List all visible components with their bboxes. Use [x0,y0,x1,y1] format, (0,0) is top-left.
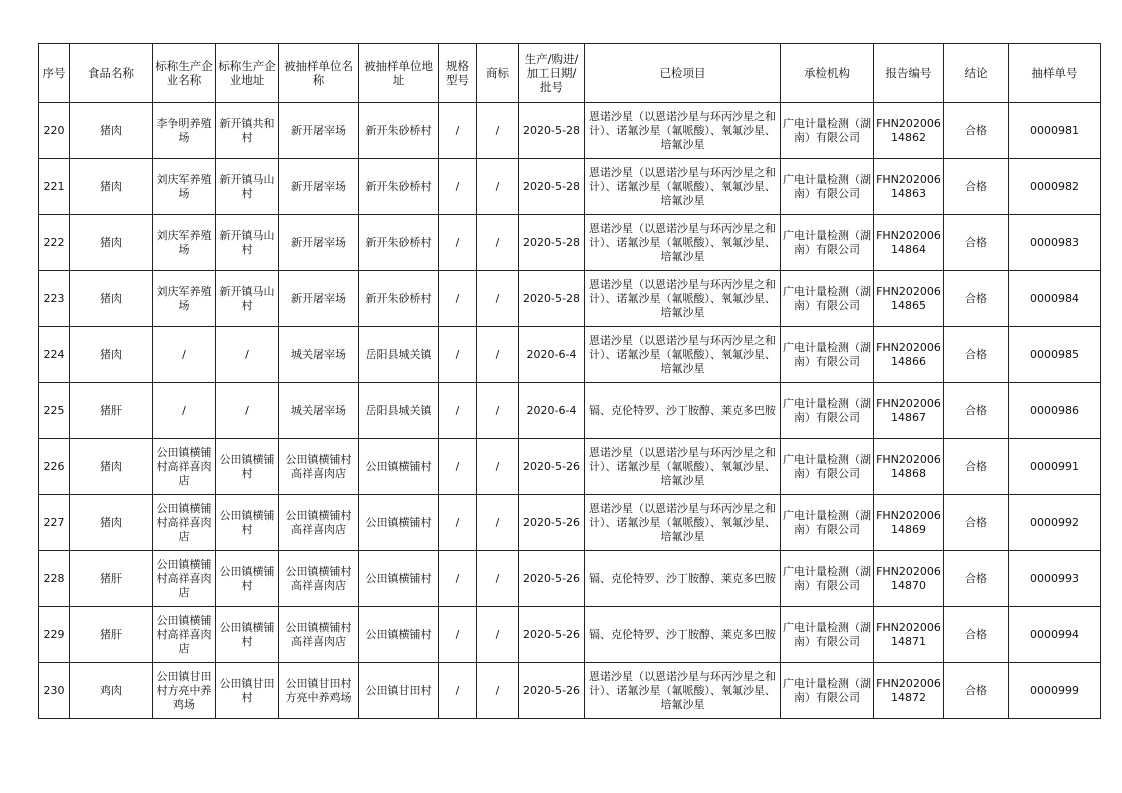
cell-sampled_addr: 公田镇横铺村 [359,607,439,663]
column-header-spec: 规格型号 [439,44,477,103]
cell-producer_addr: 公田镇甘田村 [216,663,279,719]
inspection-results-sheet [38,43,1100,719]
column-header-sample_no: 抽样单号 [1009,44,1101,103]
cell-brand: / [477,215,519,271]
cell-report_no: FHN20200614864 [874,215,944,271]
cell-sampled_addr: 公田镇横铺村 [359,439,439,495]
table-row [39,159,1101,215]
cell-date: 2020-6-4 [519,327,585,383]
table-row [39,383,1101,439]
cell-sampled_unit: 公田镇横铺村高祥喜肉店 [279,551,359,607]
cell-producer: / [153,383,216,439]
cell-producer: 公田镇横铺村高祥喜肉店 [153,607,216,663]
cell-sampled_unit: 公田镇横铺村高祥喜肉店 [279,495,359,551]
cell-brand: / [477,495,519,551]
cell-sample_no: 0000981 [1009,103,1101,159]
cell-spec: / [439,607,477,663]
cell-producer_addr: 新开镇马山村 [216,159,279,215]
column-header-producer: 标称生产企业名称 [153,44,216,103]
cell-food: 猪肉 [70,271,153,327]
cell-producer: 刘庆军养殖场 [153,271,216,327]
cell-sampled_addr: 岳阳县城关镇 [359,383,439,439]
cell-food: 猪肝 [70,383,153,439]
cell-lab: 广电计量检测（湖南）有限公司 [781,663,874,719]
cell-date: 2020-5-26 [519,607,585,663]
cell-date: 2020-5-26 [519,663,585,719]
cell-report_no: FHN20200614863 [874,159,944,215]
cell-items: 镉、克伦特罗、沙丁胺醇、莱克多巴胺 [585,607,781,663]
inspection-results-table [38,43,1101,719]
column-header-food: 食品名称 [70,44,153,103]
cell-date: 2020-5-26 [519,439,585,495]
cell-producer: 公田镇横铺村高祥喜肉店 [153,495,216,551]
cell-brand: / [477,327,519,383]
cell-lab: 广电计量检测（湖南）有限公司 [781,103,874,159]
cell-brand: / [477,271,519,327]
cell-sample_no: 0000993 [1009,551,1101,607]
cell-sampled_addr: 公田镇甘田村 [359,663,439,719]
table-header-row [39,44,1101,103]
cell-sampled_addr: 公田镇横铺村 [359,495,439,551]
cell-result: 合格 [944,271,1009,327]
cell-date: 2020-5-28 [519,215,585,271]
cell-no: 230 [39,663,70,719]
cell-sampled_addr: 新开朱砂桥村 [359,215,439,271]
cell-producer_addr: 新开镇马山村 [216,215,279,271]
cell-spec: / [439,159,477,215]
cell-items: 恩诺沙星（以恩诺沙星与环丙沙星之和计）、诺氟沙星（氟哌酸）、氧氟沙星、培氟沙星 [585,103,781,159]
cell-producer: 刘庆军养殖场 [153,159,216,215]
column-header-items: 已检项目 [585,44,781,103]
cell-report_no: FHN20200614870 [874,551,944,607]
cell-sampled_unit: 新开屠宰场 [279,159,359,215]
cell-producer_addr: 公田镇横铺村 [216,439,279,495]
cell-sample_no: 0000986 [1009,383,1101,439]
cell-sample_no: 0000985 [1009,327,1101,383]
cell-food: 猪肉 [70,495,153,551]
cell-lab: 广电计量检测（湖南）有限公司 [781,327,874,383]
cell-food: 猪肉 [70,439,153,495]
cell-no: 228 [39,551,70,607]
cell-food: 猪肉 [70,103,153,159]
cell-sampled_unit: 公田镇甘田村方亮中养鸡场 [279,663,359,719]
cell-producer: 刘庆军养殖场 [153,215,216,271]
cell-brand: / [477,607,519,663]
cell-lab: 广电计量检测（湖南）有限公司 [781,159,874,215]
cell-food: 猪肝 [70,607,153,663]
column-header-sampled_unit: 被抽样单位名称 [279,44,359,103]
cell-producer: 公田镇甘田村方亮中养鸡场 [153,663,216,719]
cell-sampled_addr: 新开朱砂桥村 [359,103,439,159]
cell-producer: 公田镇横铺村高祥喜肉店 [153,439,216,495]
column-header-no: 序号 [39,44,70,103]
cell-report_no: FHN20200614867 [874,383,944,439]
cell-report_no: FHN20200614866 [874,327,944,383]
cell-lab: 广电计量检测（湖南）有限公司 [781,439,874,495]
column-header-brand: 商标 [477,44,519,103]
cell-sampled_addr: 新开朱砂桥村 [359,271,439,327]
cell-producer: 公田镇横铺村高祥喜肉店 [153,551,216,607]
cell-report_no: FHN20200614865 [874,271,944,327]
cell-brand: / [477,159,519,215]
cell-food: 猪肉 [70,327,153,383]
cell-report_no: FHN20200614872 [874,663,944,719]
cell-producer_addr: 新开镇马山村 [216,271,279,327]
cell-producer_addr: 公田镇横铺村 [216,607,279,663]
cell-items: 镉、克伦特罗、沙丁胺醇、莱克多巴胺 [585,551,781,607]
cell-result: 合格 [944,551,1009,607]
cell-food: 猪肉 [70,159,153,215]
cell-items: 镉、克伦特罗、沙丁胺醇、莱克多巴胺 [585,383,781,439]
cell-items: 恩诺沙星（以恩诺沙星与环丙沙星之和计）、诺氟沙星（氟哌酸）、氧氟沙星、培氟沙星 [585,215,781,271]
cell-brand: / [477,439,519,495]
column-header-report_no: 报告编号 [874,44,944,103]
table-row [39,663,1101,719]
cell-spec: / [439,327,477,383]
cell-sampled_unit: 公田镇横铺村高祥喜肉店 [279,439,359,495]
cell-food: 猪肝 [70,551,153,607]
cell-food: 鸡肉 [70,663,153,719]
cell-no: 222 [39,215,70,271]
cell-producer_addr: 公田镇横铺村 [216,551,279,607]
cell-spec: / [439,215,477,271]
cell-no: 229 [39,607,70,663]
cell-lab: 广电计量检测（湖南）有限公司 [781,215,874,271]
column-header-lab: 承检机构 [781,44,874,103]
table-row [39,607,1101,663]
cell-sample_no: 0000984 [1009,271,1101,327]
cell-sample_no: 0000983 [1009,215,1101,271]
cell-sampled_unit: 新开屠宰场 [279,103,359,159]
cell-spec: / [439,495,477,551]
cell-result: 合格 [944,495,1009,551]
cell-producer_addr: / [216,327,279,383]
cell-spec: / [439,383,477,439]
cell-sample_no: 0000991 [1009,439,1101,495]
cell-lab: 广电计量检测（湖南）有限公司 [781,271,874,327]
cell-date: 2020-5-28 [519,103,585,159]
cell-producer_addr: / [216,383,279,439]
cell-sampled_unit: 城关屠宰场 [279,383,359,439]
cell-brand: / [477,103,519,159]
cell-sampled_unit: 新开屠宰场 [279,271,359,327]
cell-date: 2020-6-4 [519,383,585,439]
cell-brand: / [477,551,519,607]
cell-lab: 广电计量检测（湖南）有限公司 [781,495,874,551]
cell-date: 2020-5-26 [519,551,585,607]
column-header-producer_addr: 标称生产企业地址 [216,44,279,103]
cell-no: 226 [39,439,70,495]
cell-items: 恩诺沙星（以恩诺沙星与环丙沙星之和计）、诺氟沙星（氟哌酸）、氧氟沙星、培氟沙星 [585,271,781,327]
table-row [39,439,1101,495]
column-header-sampled_addr: 被抽样单位地址 [359,44,439,103]
cell-no: 224 [39,327,70,383]
cell-result: 合格 [944,663,1009,719]
table-body [39,103,1101,719]
table-row [39,215,1101,271]
cell-spec: / [439,271,477,327]
cell-items: 恩诺沙星（以恩诺沙星与环丙沙星之和计）、诺氟沙星（氟哌酸）、氧氟沙星、培氟沙星 [585,327,781,383]
cell-lab: 广电计量检测（湖南）有限公司 [781,551,874,607]
cell-producer_addr: 公田镇横铺村 [216,495,279,551]
cell-result: 合格 [944,103,1009,159]
table-row [39,271,1101,327]
cell-sampled_unit: 公田镇横铺村高祥喜肉店 [279,607,359,663]
cell-date: 2020-5-28 [519,159,585,215]
cell-spec: / [439,663,477,719]
cell-sampled_addr: 新开朱砂桥村 [359,159,439,215]
cell-report_no: FHN20200614869 [874,495,944,551]
cell-sampled_unit: 城关屠宰场 [279,327,359,383]
cell-spec: / [439,103,477,159]
cell-lab: 广电计量检测（湖南）有限公司 [781,607,874,663]
cell-report_no: FHN20200614868 [874,439,944,495]
table-row [39,551,1101,607]
cell-result: 合格 [944,159,1009,215]
cell-report_no: FHN20200614862 [874,103,944,159]
cell-sampled_unit: 新开屠宰场 [279,215,359,271]
column-header-result: 结论 [944,44,1009,103]
cell-sample_no: 0000992 [1009,495,1101,551]
table-row [39,495,1101,551]
cell-brand: / [477,663,519,719]
cell-brand: / [477,383,519,439]
cell-items: 恩诺沙星（以恩诺沙星与环丙沙星之和计）、诺氟沙星（氟哌酸）、氧氟沙星、培氟沙星 [585,495,781,551]
cell-sampled_addr: 岳阳县城关镇 [359,327,439,383]
cell-report_no: FHN20200614871 [874,607,944,663]
cell-no: 220 [39,103,70,159]
cell-items: 恩诺沙星（以恩诺沙星与环丙沙星之和计）、诺氟沙星（氟哌酸）、氧氟沙星、培氟沙星 [585,439,781,495]
table-row [39,103,1101,159]
cell-no: 225 [39,383,70,439]
column-header-date: 生产/购进/加工日期/批号 [519,44,585,103]
cell-producer: 李争明养殖场 [153,103,216,159]
cell-result: 合格 [944,439,1009,495]
cell-result: 合格 [944,327,1009,383]
cell-items: 恩诺沙星（以恩诺沙星与环丙沙星之和计）、诺氟沙星（氟哌酸）、氧氟沙星、培氟沙星 [585,159,781,215]
cell-spec: / [439,551,477,607]
cell-sampled_addr: 公田镇横铺村 [359,551,439,607]
cell-no: 223 [39,271,70,327]
cell-producer: / [153,327,216,383]
cell-result: 合格 [944,215,1009,271]
cell-lab: 广电计量检测（湖南）有限公司 [781,383,874,439]
cell-no: 227 [39,495,70,551]
cell-sample_no: 0000982 [1009,159,1101,215]
cell-producer_addr: 新开镇共和村 [216,103,279,159]
cell-sample_no: 0000999 [1009,663,1101,719]
cell-result: 合格 [944,383,1009,439]
cell-spec: / [439,439,477,495]
table-row [39,327,1101,383]
cell-date: 2020-5-28 [519,271,585,327]
cell-sample_no: 0000994 [1009,607,1101,663]
cell-result: 合格 [944,607,1009,663]
cell-items: 恩诺沙星（以恩诺沙星与环丙沙星之和计）、诺氟沙星（氟哌酸）、氧氟沙星、培氟沙星 [585,663,781,719]
cell-no: 221 [39,159,70,215]
cell-date: 2020-5-26 [519,495,585,551]
cell-food: 猪肉 [70,215,153,271]
